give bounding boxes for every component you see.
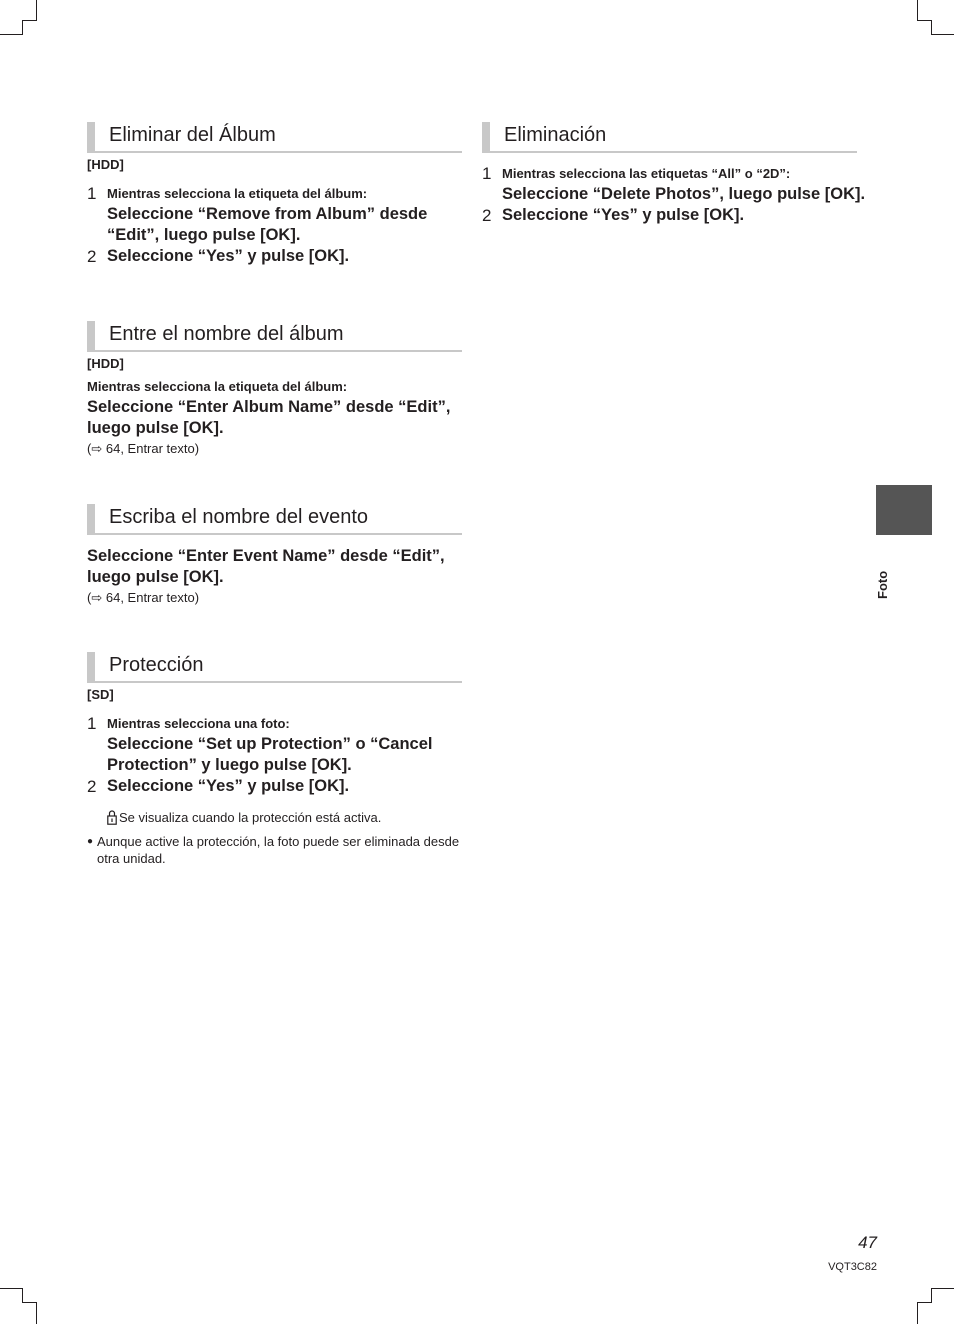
heading-bar: [87, 122, 95, 151]
step-2: [482, 205, 902, 226]
section-heading: [87, 652, 462, 683]
heading-bar: [87, 504, 95, 533]
media-tag-hdd: [HDD]: [87, 157, 124, 172]
step-condition: Mientras selecciona las etiquetas “All” o “2D”:: [502, 166, 791, 181]
step-number: 1: [87, 714, 97, 733]
step-instruction: Seleccione “Delete Photos”, luego pulse [OK].: [502, 185, 866, 203]
step-1: [482, 163, 902, 205]
page-reference: (⇨ 64, Entrar texto): [87, 441, 200, 456]
page-number: 47: [858, 1233, 877, 1252]
step-2: [87, 246, 462, 267]
step-number: 2: [87, 247, 97, 266]
bullet-note-text: Aunque active la protección, la foto puede ser eliminada desde otra unidad.: [97, 834, 460, 866]
document-code: VQT3C82: [828, 1261, 877, 1273]
step-condition: Mientras selecciona la etiqueta del álbum:: [107, 186, 368, 201]
section-title: Escriba el nombre del evento: [109, 506, 369, 528]
step-number: 2: [87, 777, 97, 796]
section-remove-album: [87, 122, 462, 267]
media-tag-sd: [SD]: [87, 687, 114, 702]
heading-bar: [482, 122, 490, 151]
bullet-note: [87, 833, 462, 867]
section-heading: [87, 504, 462, 535]
section-delete: [482, 122, 902, 226]
step-number: 1: [87, 184, 97, 203]
section-album-name: [87, 321, 487, 457]
section-heading: [87, 321, 462, 352]
instruction-text: Seleccione “Enter Event Name” desde “Edit”, luego pulse [OK].: [87, 547, 445, 586]
heading-bar: [87, 321, 95, 350]
lock-note-text: Se visualiza cuando la protección está activa.: [119, 810, 382, 825]
step-instruction: Seleccione “Remove from Album” desde “Edit”, luego pulse [OK].: [107, 205, 428, 244]
step-2: [87, 776, 462, 797]
section-heading: [87, 122, 462, 153]
page-reference: (⇨ 64, Entrar texto): [87, 590, 200, 605]
section-title: Protección: [109, 654, 204, 676]
heading-bar: [87, 652, 95, 681]
section-title: Eliminar del Álbum: [109, 124, 276, 146]
condition-text: Mientras selecciona la etiqueta del álbum:: [87, 379, 348, 394]
step-instruction: Seleccione “Yes” y pulse [OK].: [502, 206, 745, 224]
lock-note: [87, 809, 462, 826]
step-condition: Mientras selecciona una foto:: [107, 716, 290, 731]
step-instruction: Seleccione “Set up Protection” o “Cancel Protection” y luego pulse [OK].: [107, 735, 433, 774]
section-title: Entre el nombre del álbum: [109, 323, 344, 345]
instruction-text: Seleccione “Enter Album Name” desde “Edit”, luego pulse [OK].: [87, 398, 451, 437]
section-heading: [482, 122, 857, 153]
step-number: 2: [482, 206, 492, 225]
step-number: 1: [482, 164, 492, 183]
step-instruction: Seleccione “Yes” y pulse [OK].: [107, 777, 350, 795]
section-event-name: [87, 504, 487, 606]
chapter-tab: [876, 485, 932, 535]
step-1: [87, 183, 462, 246]
section-protection: [87, 652, 462, 867]
lock-icon: [107, 809, 117, 825]
media-tag-hdd: [HDD]: [87, 356, 124, 371]
bullet-icon: ●: [87, 836, 94, 847]
step-1: [87, 713, 462, 776]
reference-arrow-icon: ⇨: [91, 441, 103, 456]
section-title: Eliminación: [504, 124, 607, 146]
step-instruction: Seleccione “Yes” y pulse [OK].: [107, 247, 350, 265]
reference-arrow-icon: ⇨: [91, 590, 103, 605]
chapter-label: Foto: [875, 570, 890, 599]
